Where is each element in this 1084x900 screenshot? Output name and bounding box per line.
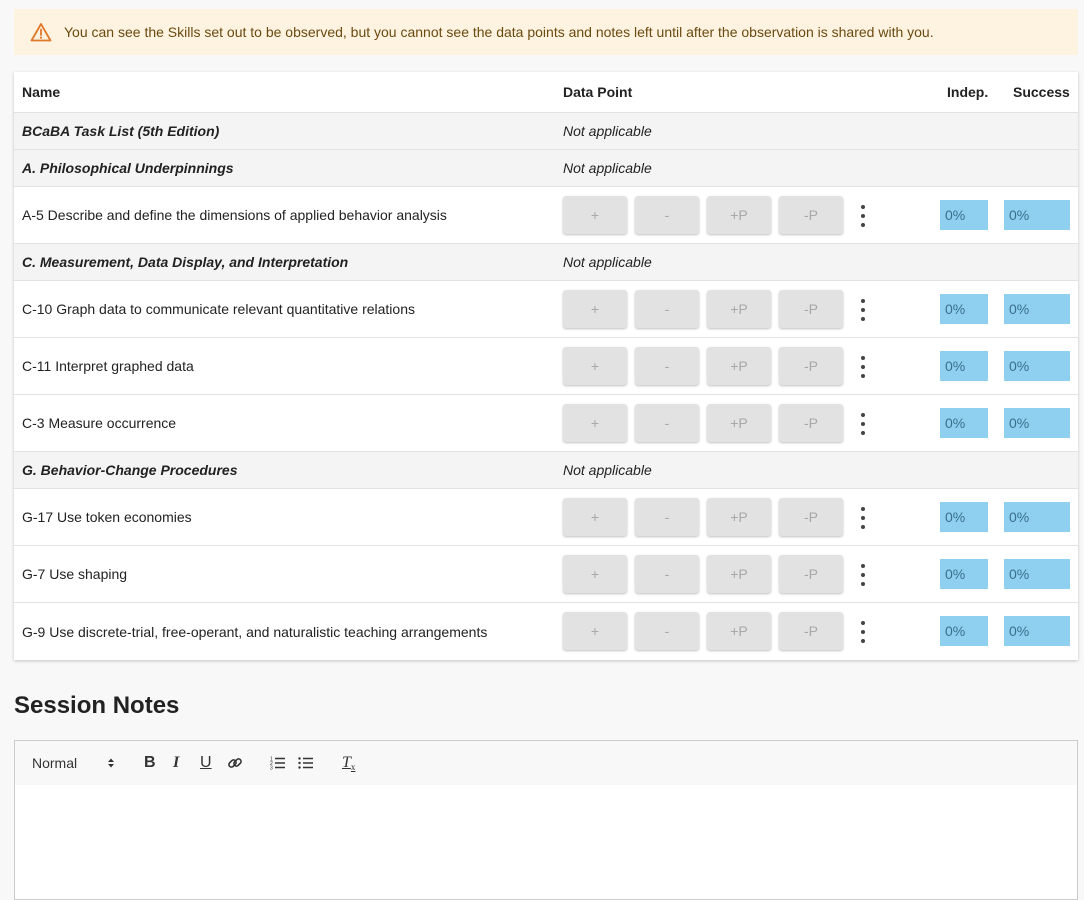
- group-row: [14, 452, 1078, 489]
- row-name: C. Measurement, Data Display, and Interpretation: [22, 254, 349, 270]
- editor-toolbar: [15, 741, 1077, 786]
- success-percent: 0%: [1004, 616, 1070, 646]
- row-name: A. Philosophical Underpinnings: [22, 160, 234, 176]
- success-percent: 0%: [1004, 559, 1070, 589]
- plus-button[interactable]: +: [563, 196, 627, 234]
- row-data-point: Not applicable: [563, 160, 652, 176]
- row-name: C-11 Interpret graphed data: [22, 358, 194, 374]
- session-notes-title: Session Notes: [14, 692, 180, 719]
- clear-format-icon[interactable]: T x: [342, 754, 356, 772]
- plus-prompt-button[interactable]: +P: [707, 612, 771, 650]
- row-name: G-17 Use token economies: [22, 509, 192, 525]
- row-data-point: Not applicable: [563, 254, 652, 270]
- svg-text:2: 2: [270, 761, 273, 767]
- minus-prompt-button[interactable]: -P: [779, 347, 843, 385]
- minus-button[interactable]: -: [635, 347, 699, 385]
- success-percent: 0%: [1004, 200, 1070, 230]
- plus-button[interactable]: +: [563, 404, 627, 442]
- ordered-list-icon[interactable]: [270, 741, 286, 785]
- row-name: C-10 Graph data to communicate relevant quantitative relations: [22, 301, 415, 317]
- more-options-icon[interactable]: [858, 413, 868, 435]
- table-row: [14, 603, 1078, 660]
- header-indep: Indep.: [947, 84, 989, 100]
- minus-prompt-button[interactable]: -P: [779, 612, 843, 650]
- more-options-icon[interactable]: [858, 621, 868, 643]
- success-percent: 0%: [1004, 502, 1070, 532]
- minus-button[interactable]: -: [635, 555, 699, 593]
- warning-icon: [30, 22, 52, 42]
- plus-button[interactable]: +: [563, 555, 627, 593]
- minus-prompt-button[interactable]: -P: [779, 555, 843, 593]
- row-name: BCaBA Task List (5th Edition): [22, 123, 220, 139]
- header-data-point: Data Point: [563, 84, 633, 100]
- session-notes-input[interactable]: [15, 785, 1077, 899]
- underline-glyph: U: [200, 754, 212, 771]
- indep-percent: 0%: [940, 294, 988, 324]
- plus-prompt-button[interactable]: +P: [707, 555, 771, 593]
- bold-icon[interactable]: [144, 741, 156, 785]
- success-percent: 0%: [1004, 351, 1070, 381]
- svg-text:1: 1: [270, 756, 273, 763]
- session-notes-editor: [14, 740, 1078, 900]
- plus-prompt-button[interactable]: +P: [707, 290, 771, 328]
- row-name: G-9 Use discrete-trial, free-operant, and naturalistic teaching arrangements: [22, 623, 488, 640]
- plus-prompt-button[interactable]: +P: [707, 404, 771, 442]
- plus-button[interactable]: +: [563, 498, 627, 536]
- header-name: Name: [22, 84, 61, 100]
- row-name: A-5 Describe and define the dimensions of applied behavior analysis: [22, 207, 447, 223]
- group-row: [14, 113, 1078, 150]
- indep-percent: 0%: [940, 408, 988, 438]
- group-row: [14, 244, 1078, 281]
- table-header-row: [14, 72, 1078, 113]
- plus-button[interactable]: +: [563, 347, 627, 385]
- skills-table: [14, 72, 1078, 660]
- plus-button[interactable]: +: [563, 290, 627, 328]
- italic-icon[interactable]: [173, 741, 179, 785]
- table-row: [14, 187, 1078, 244]
- table-row: [14, 489, 1078, 546]
- row-name: G-7 Use shaping: [22, 566, 128, 582]
- row-data-point: Not applicable: [563, 462, 652, 478]
- italic-glyph: I: [173, 754, 180, 771]
- success-percent: 0%: [1004, 408, 1070, 438]
- more-options-icon[interactable]: [858, 356, 868, 378]
- table-row: [14, 338, 1078, 395]
- indep-percent: 0%: [940, 351, 988, 381]
- row-name: C-3 Measure occurrence: [22, 415, 177, 431]
- group-row: [14, 150, 1078, 187]
- format-select[interactable]: [32, 741, 118, 785]
- format-select-value: Normal: [32, 755, 78, 771]
- bullet-list-icon[interactable]: [298, 741, 314, 785]
- svg-text:3: 3: [270, 765, 273, 770]
- bold-glyph: B: [144, 754, 156, 771]
- more-options-icon[interactable]: [858, 299, 868, 321]
- underline-icon[interactable]: [200, 741, 212, 785]
- link-icon[interactable]: [227, 741, 243, 785]
- table-row: [14, 546, 1078, 603]
- more-options-icon[interactable]: [858, 507, 868, 529]
- header-success: Success: [1013, 84, 1070, 100]
- indep-percent: 0%: [940, 200, 988, 230]
- clear-format-glyph: T: [342, 754, 351, 771]
- warning-banner: [14, 9, 1078, 55]
- minus-prompt-button[interactable]: -P: [779, 404, 843, 442]
- minus-button[interactable]: -: [635, 612, 699, 650]
- minus-button[interactable]: -: [635, 404, 699, 442]
- table-row: [14, 395, 1078, 452]
- row-data-point: Not applicable: [563, 123, 652, 139]
- more-options-icon[interactable]: [858, 564, 868, 586]
- plus-prompt-button[interactable]: +P: [707, 498, 771, 536]
- minus-prompt-button[interactable]: -P: [779, 290, 843, 328]
- minus-prompt-button[interactable]: -P: [779, 498, 843, 536]
- warning-text: You can see the Skills set out to be observed, but you cannot see the data points and notes left until after the observation is shared with you.: [64, 24, 934, 40]
- minus-button[interactable]: -: [635, 498, 699, 536]
- indep-percent: 0%: [940, 616, 988, 646]
- minus-prompt-button[interactable]: -P: [779, 196, 843, 234]
- plus-prompt-button[interactable]: +P: [707, 196, 771, 234]
- plus-button[interactable]: +: [563, 612, 627, 650]
- indep-percent: 0%: [940, 559, 988, 589]
- select-arrows-icon: [107, 757, 115, 769]
- indep-percent: 0%: [940, 502, 988, 532]
- minus-button[interactable]: -: [635, 196, 699, 234]
- success-percent: 0%: [1004, 294, 1070, 324]
- plus-prompt-button[interactable]: +P: [707, 347, 771, 385]
- row-name: G. Behavior-Change Procedures: [22, 462, 238, 478]
- minus-button[interactable]: -: [635, 290, 699, 328]
- more-options-icon[interactable]: [858, 205, 868, 227]
- table-row: [14, 281, 1078, 338]
